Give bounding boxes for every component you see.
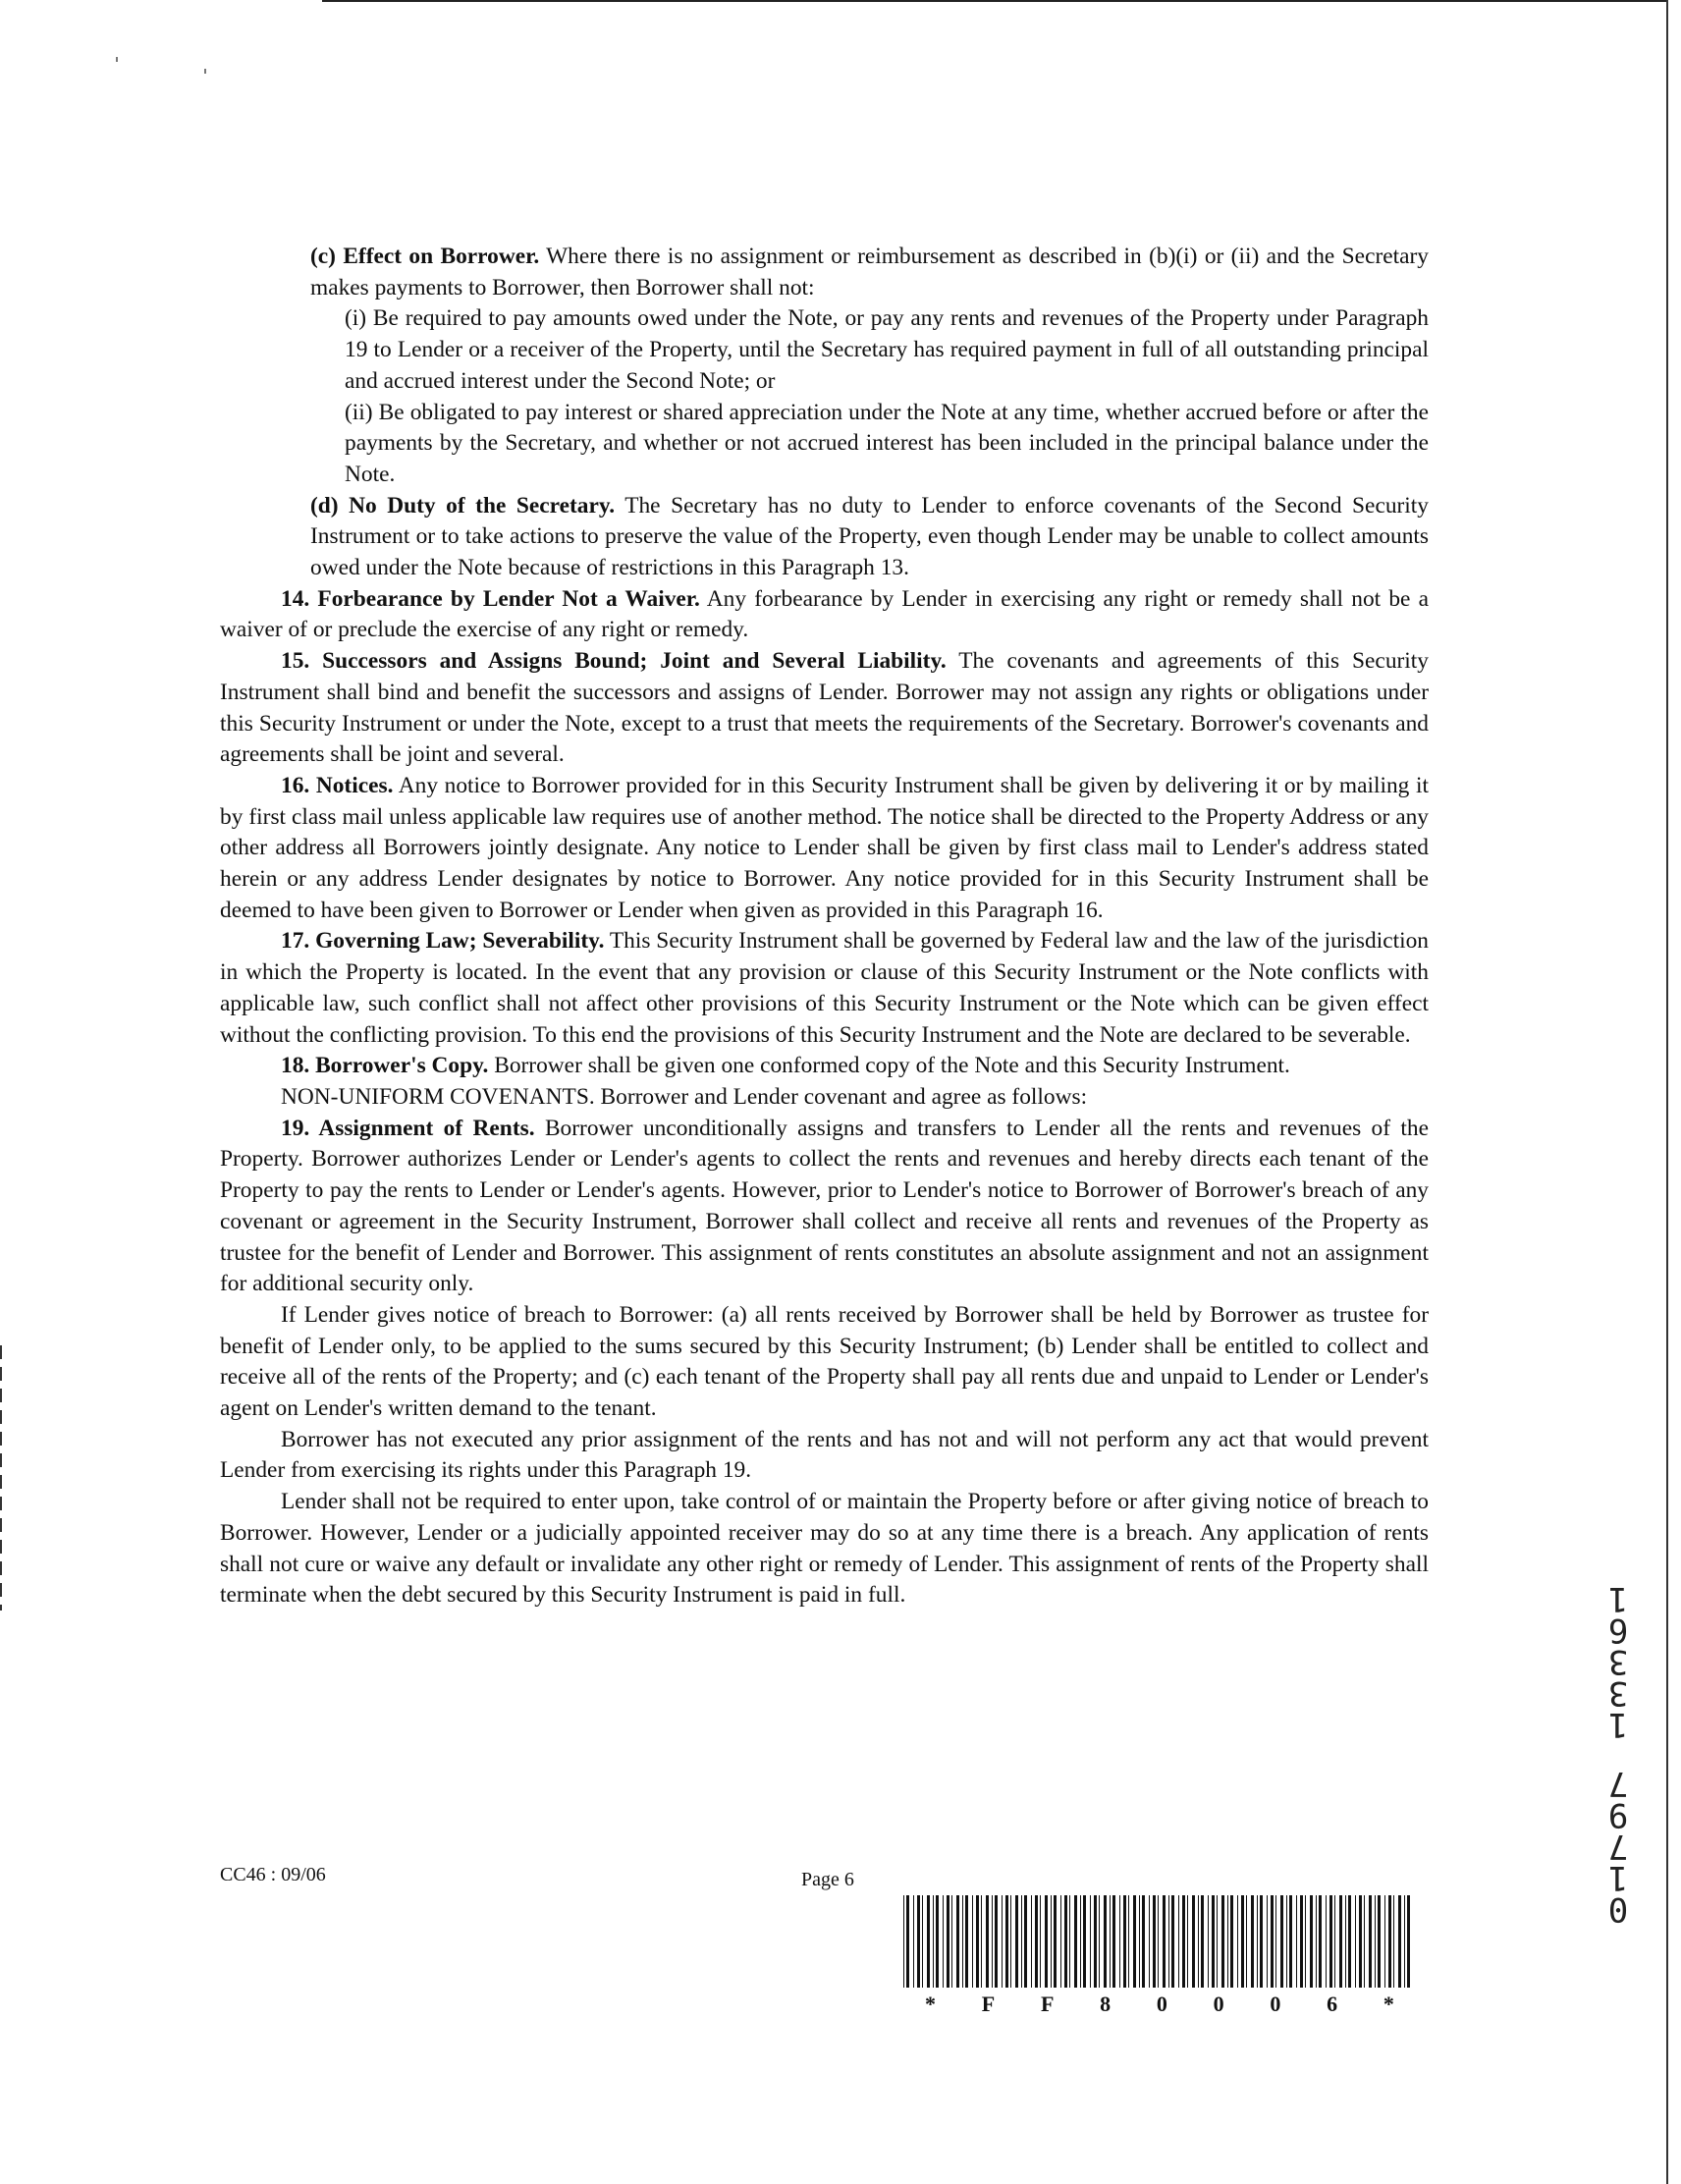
barcode-bar	[1305, 1895, 1306, 1988]
barcode-bar	[1388, 1895, 1391, 1988]
barcode-bar	[992, 1895, 993, 1988]
barcode-bar	[1339, 1895, 1342, 1988]
barcode-char: F	[1040, 1992, 1055, 2016]
barcode-bar	[1257, 1895, 1258, 1988]
barcode-bar	[1230, 1895, 1233, 1988]
side-number-digit: 3	[1607, 1642, 1629, 1681]
barcode-bar	[1153, 1895, 1156, 1988]
barcode-bar	[1035, 1895, 1038, 1988]
barcode-bar	[1345, 1895, 1346, 1988]
paragraph	[220, 926, 1429, 1051]
barcode-bar	[1158, 1895, 1159, 1988]
barcode-bar	[1010, 1895, 1011, 1988]
barcode-bar	[1024, 1895, 1027, 1988]
barcode-bar	[1139, 1895, 1140, 1988]
barcode-char: F	[981, 1992, 996, 2016]
barcode-bar	[1329, 1895, 1332, 1988]
barcode-bar	[913, 1895, 914, 1988]
barcode-bar	[903, 1895, 904, 1988]
barcode-bar	[1217, 1895, 1218, 1988]
barcode-bar	[1227, 1895, 1228, 1988]
paragraph-text: The covenants and agreements of this Security Instrument shall bind and benefit the successors and assigns of Lender. Borrower may not assign any rights or obligations under this Security Instrument or under the Note, except to a trust that meets the requirements of the Secretary. Borrower's covenants and agreements shall be joint and several.	[220, 648, 1429, 768]
barcode-bar	[1378, 1895, 1381, 1988]
barcode-bar	[1069, 1895, 1070, 1988]
paragraph	[220, 1300, 1429, 1425]
barcode-bar	[947, 1895, 949, 1988]
barcode-char: 8	[1100, 1992, 1112, 2016]
barcode-bar	[1348, 1895, 1351, 1988]
barcode-bar	[1080, 1895, 1081, 1988]
barcode-char: 0	[1156, 1992, 1167, 2016]
barcode-bar	[1319, 1895, 1322, 1988]
side-number-digit: 6	[1607, 1611, 1629, 1650]
barcode-bar	[1074, 1895, 1077, 1988]
barcode-bar	[1198, 1895, 1199, 1988]
barcode-bar	[1355, 1895, 1356, 1988]
paragraph-heading: 17. Governing Law; Severability.	[281, 928, 605, 955]
side-number-digit: 1	[1607, 1705, 1629, 1744]
paragraph	[220, 398, 1429, 491]
document-body	[220, 242, 1429, 1611]
barcode-char: 6	[1327, 1992, 1338, 2016]
barcode-bar	[1051, 1895, 1052, 1988]
paragraph-text: The Secretary has no duty to Lender to enforce covenants of the Second Security Instrument or to take actions to preserve the value of the Property, even though Lender may be unable to collect amounts owed under the Note because of restrictions in this Paragraph 13.	[310, 492, 1429, 581]
barcode-bar	[1375, 1895, 1376, 1988]
barcode-char: 0	[1213, 1992, 1224, 2016]
barcode-bar	[1133, 1895, 1136, 1988]
scan-speck	[116, 57, 118, 62]
paragraph	[220, 584, 1429, 646]
right-scan-edge	[1666, 0, 1668, 2184]
barcode-bar	[1208, 1895, 1209, 1988]
barcode-bar	[972, 1895, 973, 1988]
barcode-bar	[1123, 1895, 1126, 1988]
side-number-digit: 0	[1607, 1889, 1629, 1929]
barcode-bar	[1002, 1895, 1003, 1988]
barcode-bar	[1031, 1895, 1032, 1988]
paragraph-heading: (c) Effect on Borrower.	[310, 244, 540, 269]
form-code: CC46 : 09/06	[220, 1864, 326, 1885]
barcode-bar	[1369, 1895, 1372, 1988]
barcode-bar	[1286, 1895, 1287, 1988]
barcode-bar	[1182, 1895, 1185, 1988]
barcode-bar	[1407, 1895, 1410, 1988]
barcode-bar	[1060, 1895, 1061, 1988]
barcode-bar	[976, 1895, 979, 1988]
barcode-bar	[1021, 1895, 1022, 1988]
barcode-bar	[1300, 1895, 1303, 1988]
side-number-digit: 3	[1607, 1673, 1629, 1713]
barcode-bar	[1149, 1895, 1150, 1988]
barcode-bar	[1246, 1895, 1247, 1988]
paragraph-text: (i) Be required to pay amounts owed under the Note, or pay any rents and revenues of the Property under Paragraph 19 to Lender or a receiver of the Property, until the Secretary has required payment in full of all outstanding principal and accrued interest under the Second Note; or	[345, 305, 1429, 394]
barcode-bar	[1267, 1895, 1268, 1988]
barcode-bar	[1237, 1895, 1238, 1988]
barcode-bar	[995, 1895, 998, 1988]
barcode-bar	[1393, 1895, 1394, 1988]
barcode-bar	[1090, 1895, 1091, 1988]
scan-speck	[204, 69, 206, 74]
page-number: Page 6	[801, 1869, 854, 1890]
barcode-bar	[1212, 1895, 1215, 1988]
barcode-bar	[951, 1895, 952, 1988]
barcode-bar	[1040, 1895, 1041, 1988]
barcode-bar	[1359, 1895, 1362, 1988]
barcode-char: *	[1383, 1992, 1394, 2016]
paragraph-text: Borrower shall be given one conformed copy of the Note and this Security Instrument.	[488, 1053, 1290, 1079]
barcode-bar	[962, 1895, 963, 1988]
barcode-bar	[1187, 1895, 1188, 1988]
barcode-bar	[965, 1895, 968, 1988]
barcode-bar	[906, 1895, 909, 1988]
barcode-bar	[1192, 1895, 1195, 1988]
paragraph	[220, 1487, 1429, 1611]
paragraph	[220, 303, 1429, 397]
barcode-bar	[1404, 1895, 1405, 1988]
barcode-bar	[1054, 1895, 1057, 1988]
barcode-bar	[1094, 1895, 1097, 1988]
barcode-bar	[981, 1895, 982, 1988]
barcode-bar	[1316, 1895, 1317, 1988]
paragraph-text: Where there is no assignment or reimbursement as described in (b)(i) or (ii) and the Secretary makes payments to Borrower, then Borrower shall not:	[310, 244, 1429, 300]
barcode-bar	[1271, 1895, 1274, 1988]
barcode-bar	[1005, 1895, 1008, 1988]
barcode-bar	[1099, 1895, 1100, 1988]
barcode-bar	[956, 1895, 959, 1988]
paragraph	[220, 1051, 1429, 1082]
side-reference-number	[1599, 1579, 1638, 1929]
barcode-bar	[1104, 1895, 1107, 1988]
paragraph	[220, 1082, 1429, 1114]
barcode-bar	[1334, 1895, 1335, 1988]
barcode-char: 0	[1270, 1992, 1281, 2016]
barcode-bar	[917, 1895, 920, 1988]
paragraph-heading: 18. Borrower's Copy.	[281, 1053, 489, 1079]
side-number-digit: 1	[1607, 1858, 1629, 1897]
barcode-bar	[1083, 1895, 1086, 1988]
barcode-bar	[1110, 1895, 1111, 1988]
paragraph-text: (ii) Be obligated to pay interest or shared appreciation under the Note at any time, whether accrued before or after the payments by the Secretary, and whether or not accrued interest has been included in the principal balance under the Note.	[345, 399, 1429, 487]
barcode-bar	[1364, 1895, 1365, 1988]
paragraph-text: Any notice to Borrower provided for in this Security Instrument shall be given by delivering it or by mailing it by first class mail unless applicable law requires use of another method. The notice shall be directed to the Property Address or any other address all Borrowers jointly designate. Any notice to Lender shall be given by first class mail to Lender's address stated herein or any address Lender designates by notice to Borrower. Any notice provided for in this Security Instrument shall be deemed to have been given to Borrower or Lender when given as provided in this Paragraph 16.	[220, 772, 1429, 923]
barcode-bar	[1310, 1895, 1313, 1988]
barcode-bar	[1251, 1895, 1254, 1988]
barcode-bar	[1296, 1895, 1297, 1988]
barcode-bar	[1064, 1895, 1067, 1988]
paragraph-text: Borrower unconditionally assigns and transfers to Lender all the rents and revenues of the Property. Borrower authorizes Lender or Lender's agents to collect the rents and revenues and hereby directs each tenant of the Property to pay the rents to Lender or Lender's agents. However, prior to Lender's notice to Borrower of Borrower's breach of any covenant or agreement in the Security Instrument, Borrower shall collect and receive all rents and revenues of the Property as trustee for the benefit of Lender and Borrower. This assignment of rents constitutes an absolute assignment and not an assignment for additional security only.	[220, 1115, 1429, 1297]
paragraph	[220, 646, 1429, 771]
barcode	[899, 1895, 1420, 1988]
barcode-bar	[943, 1895, 944, 1988]
barcode-char: *	[925, 1992, 936, 2016]
paragraph	[220, 1114, 1429, 1300]
side-number-digit: 1	[1607, 1579, 1629, 1618]
barcode-bar	[1171, 1895, 1174, 1988]
paragraph	[220, 491, 1429, 584]
paragraph	[220, 771, 1429, 927]
barcode-bar	[1326, 1895, 1327, 1988]
barcode-bar	[1168, 1895, 1169, 1988]
barcode-bar	[1178, 1895, 1179, 1988]
barcode-bar	[922, 1895, 923, 1988]
barcode-bar	[1280, 1895, 1283, 1988]
paragraph-text: Any forbearance by Lender in exercising any right or remedy shall not be a waiver of or preclude the exercise of any right or remedy.	[220, 585, 1429, 643]
paragraph-heading: 16. Notices.	[281, 772, 394, 798]
barcode-bar	[1221, 1895, 1224, 1988]
paragraph-text: If Lender gives notice of breach to Borrower: (a) all rents received by Borrower shall be held by Borrower as trustee for benefit of Lender only, to be applied to the sums secured by this Security Instrument; (b) Lender shall be entitled to collect and receive all of the rents of the Property; and (c) each tenant of the Property shall pay all rents due and unpaid to Lender or Lender's agent on Lender's written demand to the tenant.	[220, 1301, 1429, 1422]
barcode-bar	[1201, 1895, 1204, 1988]
barcode-bar	[986, 1895, 989, 1988]
side-number-digit: 7	[1607, 1764, 1629, 1803]
paragraph-heading: (d) No Duty of the Secretary.	[310, 492, 616, 519]
barcode-caption	[899, 1992, 1420, 2017]
paragraph-heading: 15. Successors and Assigns Bound; Joint and Several Liability.	[281, 648, 947, 675]
barcode-bar	[1260, 1895, 1263, 1988]
paragraph-text: NON-UNIFORM COVENANTS. Borrower and Lender covenant and agree as follows:	[281, 1083, 1088, 1110]
barcode-bar	[1398, 1895, 1401, 1988]
barcode-bar	[1112, 1895, 1115, 1988]
barcode-bar	[1163, 1895, 1166, 1988]
left-scan-marks	[0, 1345, 2, 1611]
barcode-bar	[1015, 1895, 1018, 1988]
barcode-bar	[1128, 1895, 1129, 1988]
barcode-bar	[936, 1895, 939, 1988]
side-number-digit: 9	[1607, 1795, 1629, 1834]
top-scan-edge	[322, 0, 1667, 2]
barcode-bar	[933, 1895, 934, 1988]
paragraph-text: This Security Instrument shall be governed by Federal law and the law of the jurisdiction in which the Property is located. In the event that any provision or clause of this Security Instrument or the Note conflicts with applicable law, such conflict shall not affect other provisions of this Security Instrument or the Note which can be given effect without the conflicting provision. To this end the provisions of this Security Instrument and the Note are declared to be severable.	[220, 928, 1429, 1048]
paragraph-text: Lender shall not be required to enter upon, take control of or maintain the Property before or after giving notice of breach to Borrower. However, Lender or a judicially appointed receiver may do so at any time there is a breach. Any application of rents shall not cure or waive any default or invalidate any other right or remedy of Lender. This assignment of rents of the Property shall terminate when the debt secured by this Security Instrument is paid in full.	[220, 1489, 1429, 1609]
paragraph	[220, 242, 1429, 303]
barcode-bar	[927, 1895, 930, 1988]
barcode-bar	[1289, 1895, 1292, 1988]
paragraph-text: Borrower has not executed any prior assignment of the rents and has not and will not perform any act that would prevent Lender from exercising its rights under this Paragraph 19.	[220, 1426, 1429, 1484]
paragraph-heading: 19. Assignment of Rents.	[281, 1115, 535, 1141]
barcode-bar	[1142, 1895, 1145, 1988]
barcode-bar	[1119, 1895, 1120, 1988]
paragraph	[220, 1425, 1429, 1487]
barcode-bar	[1275, 1895, 1276, 1988]
side-number-digit: 7	[1607, 1827, 1629, 1866]
paragraph-heading: 14. Forbearance by Lender Not a Waiver.	[281, 585, 700, 612]
barcode-bar	[1241, 1895, 1244, 1988]
barcode-bar	[1045, 1895, 1048, 1988]
barcode-bar	[1384, 1895, 1385, 1988]
